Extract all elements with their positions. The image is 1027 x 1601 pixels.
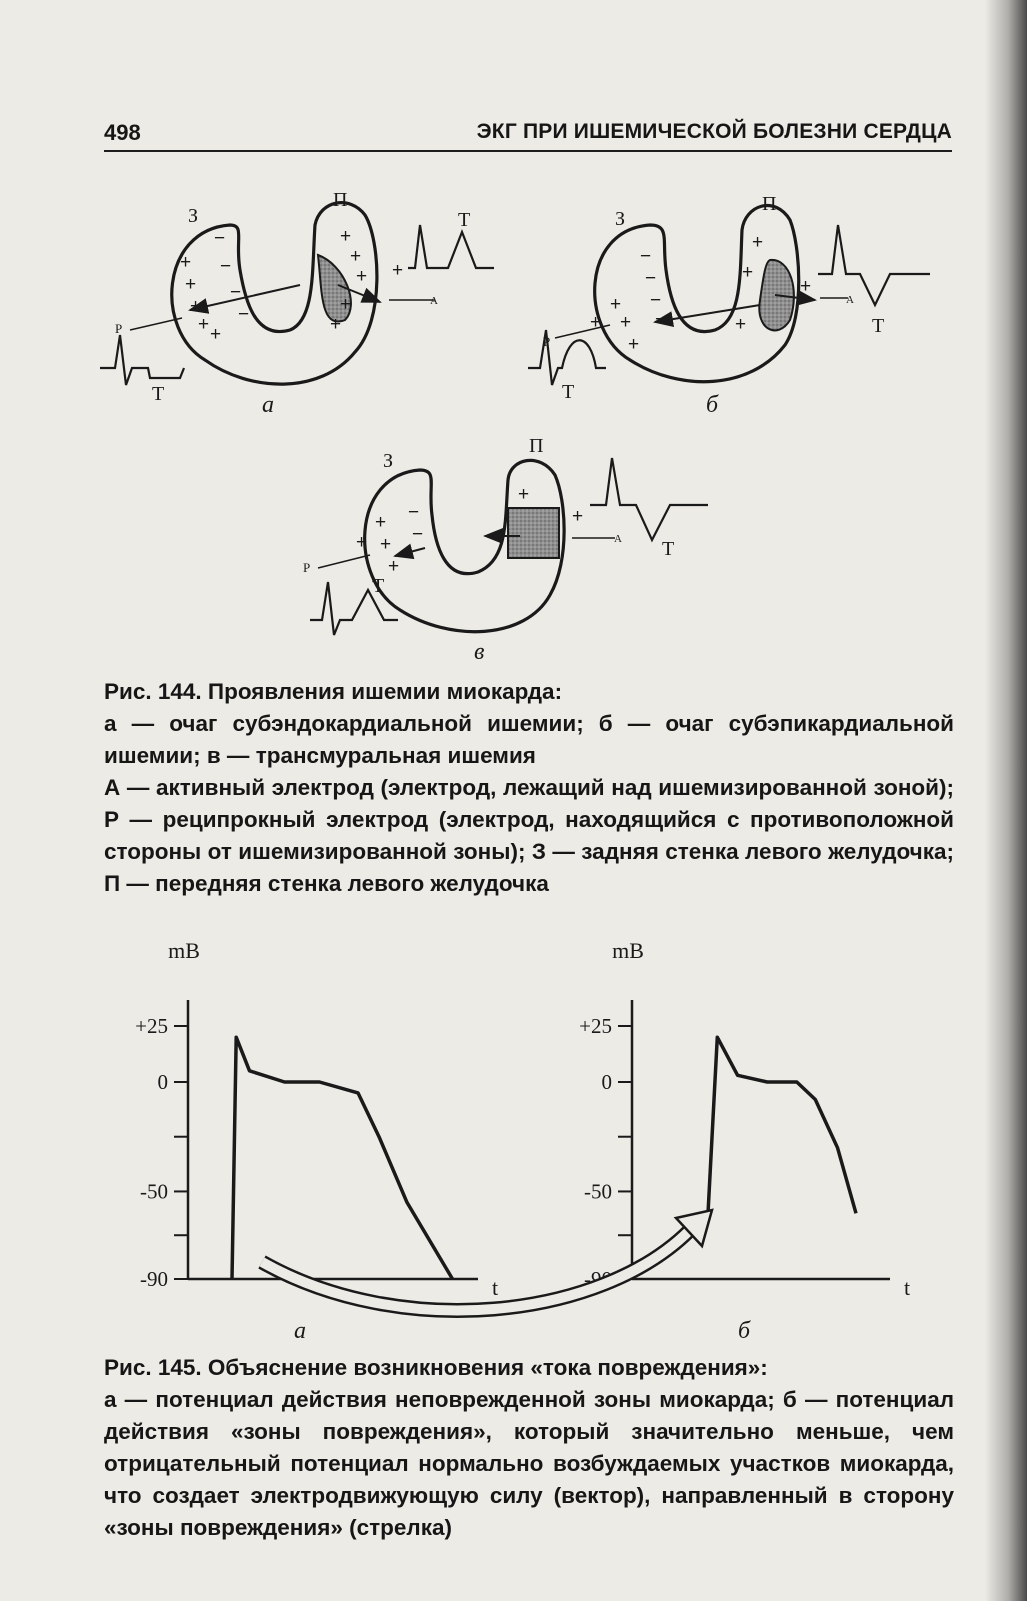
label-b-electrode-a: A bbox=[846, 294, 854, 306]
y-tick-label: 0 bbox=[157, 1070, 168, 1094]
label-v-electrode-a: A bbox=[614, 533, 622, 545]
svg-text:−: − bbox=[408, 502, 420, 523]
action-potential-curve bbox=[232, 1037, 453, 1279]
label-v-back-wall: З bbox=[383, 450, 394, 472]
y-tick-label: -90 bbox=[140, 1267, 168, 1291]
y-tick-label: -90 bbox=[584, 1267, 612, 1291]
page-number: 498 bbox=[104, 120, 141, 145]
y-tick-label: +25 bbox=[135, 1014, 168, 1038]
figure-145-caption bbox=[104, 1352, 954, 1544]
label-v-panel: в bbox=[474, 639, 485, 665]
svg-text:+: + bbox=[752, 232, 764, 253]
chart-panel-label: а bbox=[294, 1318, 306, 1344]
x-axis-label: t bbox=[492, 1275, 499, 1300]
label-a-wave-front: T bbox=[458, 209, 471, 231]
label-v-wave-front: T bbox=[662, 538, 675, 560]
label-v-front-wall: П bbox=[529, 435, 544, 457]
svg-text:+: + bbox=[572, 506, 584, 527]
y-tick-label: -50 bbox=[584, 1179, 612, 1204]
svg-text:−: − bbox=[230, 282, 242, 303]
figure-145-caption-title: Рис. 145. Объяснение возникновения «тока повреждения»: bbox=[104, 1355, 768, 1380]
label-b-back-wall: З bbox=[615, 208, 626, 230]
y-tick-label: -50 bbox=[140, 1179, 168, 1204]
action-potential-chart-b bbox=[579, 938, 910, 1344]
svg-text:+: + bbox=[375, 512, 387, 533]
svg-text:+: + bbox=[340, 226, 352, 247]
label-a-front-wall: П bbox=[333, 189, 348, 211]
svg-text:+: + bbox=[180, 252, 192, 273]
svg-text:+: + bbox=[190, 296, 202, 317]
label-a-panel: а bbox=[262, 392, 274, 418]
label-a-back-wall: З bbox=[188, 205, 199, 227]
action-potential-curve bbox=[708, 1037, 856, 1213]
svg-text:+: + bbox=[210, 324, 222, 345]
figure-144-caption-line1: а — очаг субэндокардиальной ишемии; б — очаг субэпикардиальной ишемии; в — трансмуральная ишемия bbox=[104, 711, 954, 768]
label-a-electrode-a: A bbox=[430, 295, 438, 307]
svg-text:−: − bbox=[640, 246, 652, 267]
figure-144-caption-line2: А — активный электрод (электрод, лежащий над ишемизированной зоной); Р — реципрокный электрод (электрод, находящийся с противоположной стороны от ишемизированной зоны); З — задняя стенка левого желудочка; П — передняя стенка левого желудочка bbox=[104, 775, 954, 896]
y-tick-label: +25 bbox=[579, 1014, 612, 1038]
svg-text:+: + bbox=[628, 334, 640, 355]
label-b-electrode-p: P bbox=[543, 334, 551, 349]
svg-text:+: + bbox=[620, 312, 632, 333]
label-a-wave-back: T bbox=[152, 383, 165, 405]
svg-text:+: + bbox=[380, 534, 392, 555]
svg-text:−: − bbox=[220, 256, 232, 277]
y-tick-label: 0 bbox=[601, 1070, 612, 1094]
svg-text:+: + bbox=[735, 314, 747, 335]
label-b-wave-back: T bbox=[562, 381, 575, 403]
y-axis-label: mB bbox=[612, 938, 644, 963]
x-axis-label: t bbox=[904, 1275, 911, 1300]
label-b-front-wall: П bbox=[762, 193, 777, 215]
svg-text:+: + bbox=[392, 260, 404, 281]
figure-144-caption-title: Рис. 144. Проявления ишемии миокарда: bbox=[104, 679, 563, 704]
figure-145-caption-body: а — потенциал действия неповрежденной зоны миокарда; б — потенциал действия «зоны повреждения», который значительно меньше, чем отрицательный потенциал нормально возбуждаемых участков миокарда, что создает электродвижующую силу (вектор), направленный в сторону «зоны повреждения» (стрелка) bbox=[104, 1387, 954, 1540]
label-b-wave-front: T bbox=[872, 315, 885, 337]
svg-text:+: + bbox=[518, 484, 530, 505]
svg-text:−: − bbox=[650, 290, 662, 311]
svg-text:+: + bbox=[198, 314, 210, 335]
svg-text:−: − bbox=[412, 524, 424, 545]
chart-panel-label: б bbox=[737, 1318, 751, 1344]
label-v-electrode-p: P bbox=[303, 560, 311, 575]
svg-text:−: − bbox=[238, 304, 250, 325]
svg-text:+: + bbox=[610, 294, 622, 315]
svg-text:+: + bbox=[185, 274, 197, 295]
svg-text:+: + bbox=[330, 314, 342, 335]
svg-text:−: − bbox=[645, 268, 657, 289]
current-of-injury-arrow bbox=[262, 1210, 712, 1310]
svg-text:−: − bbox=[214, 228, 226, 249]
svg-text:+: + bbox=[356, 266, 368, 287]
svg-text:+: + bbox=[350, 246, 362, 267]
label-v-wave-back: T bbox=[372, 575, 385, 597]
svg-text:+: + bbox=[388, 556, 400, 577]
y-axis-label: mB bbox=[168, 938, 200, 963]
running-title: ЭКГ ПРИ ИШЕМИЧЕСКОЙ БОЛЕЗНИ СЕРДЦА bbox=[476, 120, 952, 143]
svg-text:+: + bbox=[340, 294, 352, 315]
svg-text:+: + bbox=[800, 276, 812, 297]
svg-text:+: + bbox=[356, 532, 368, 553]
svg-text:−: − bbox=[655, 309, 667, 330]
svg-text:+: + bbox=[742, 262, 754, 283]
svg-text:+: + bbox=[590, 312, 602, 333]
label-a-electrode-p: P bbox=[115, 321, 123, 336]
label-b-panel: б bbox=[706, 392, 719, 418]
